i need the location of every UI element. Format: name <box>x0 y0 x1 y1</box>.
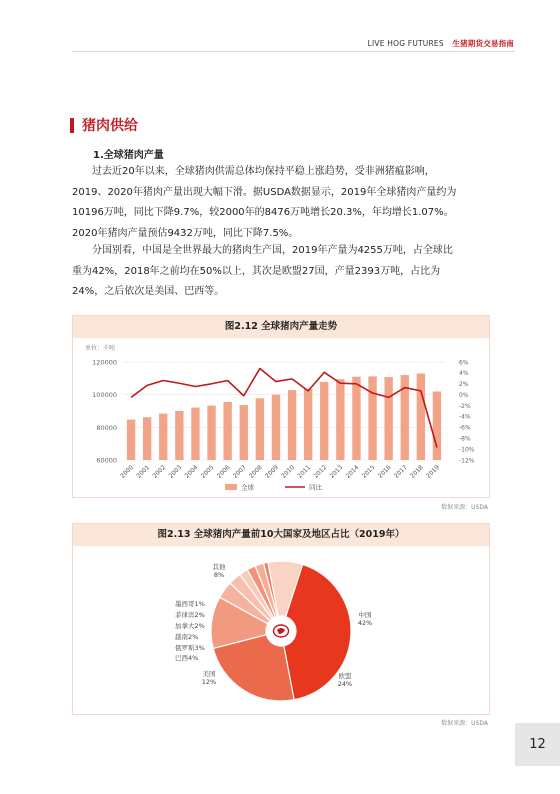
bar-2012 <box>320 382 328 460</box>
figure-source: 数据来源：USDA <box>441 720 488 727</box>
slice-value: 8% <box>213 571 225 579</box>
x-tick-label: 2005 <box>199 464 216 480</box>
slice-label: 越南2% <box>175 633 199 641</box>
page-number: 12 <box>515 723 560 766</box>
paragraph-2 <box>72 241 492 303</box>
bar-2002 <box>159 414 167 460</box>
x-tick-label: 2014 <box>344 464 361 480</box>
y-left-tick-label: 100000 <box>92 391 117 400</box>
x-tick-label: 2003 <box>167 464 184 480</box>
bar-2005 <box>207 406 215 460</box>
y-right-tick-label: 6% <box>459 359 469 367</box>
y-right-tick-label: -4% <box>459 413 471 421</box>
x-tick-label: 2001 <box>135 464 152 480</box>
slice-label: 巴西4% <box>175 654 199 662</box>
section-heading <box>70 117 138 133</box>
x-tick-label: 2000 <box>119 464 136 480</box>
bar-2011 <box>304 389 312 460</box>
bar-2016 <box>384 377 392 460</box>
header-en: LIVE HOG FUTURES <box>367 39 444 48</box>
x-tick-label: 2015 <box>360 464 377 480</box>
x-tick-label: 2008 <box>248 464 264 480</box>
bar-2004 <box>191 408 199 460</box>
paragraph-1 <box>72 162 492 244</box>
header-cn: 生猪期货交易指南 <box>452 39 514 48</box>
x-tick-label: 2007 <box>231 464 248 480</box>
bar-2000 <box>127 420 135 460</box>
running-header <box>368 38 514 49</box>
paragraph-line: 10196万吨，同比下降9.7%，较2000年的8476万吨增长20.3%，年均增长1.07%。 <box>72 207 454 218</box>
subsection-title: 1.全球猪肉产量 <box>93 150 164 161</box>
x-tick-label: 2006 <box>215 464 232 480</box>
paragraph-line: 2019、2020年猪肉产量出现大幅下滑。据USDA数据显示，2019年全球猪肉产量约为 <box>72 186 457 198</box>
header-divider <box>72 51 515 52</box>
legend-label-bar: 全球 <box>241 483 254 492</box>
figure-country-share <box>72 523 490 715</box>
slice-label: 菲律宾2% <box>175 611 205 619</box>
figure-source: 数据来源：USDA <box>441 504 488 511</box>
paragraph-line: 分国别看，中国是全世界最大的猪肉生产国，2019年产量为4255万吨，占全球比 <box>92 245 453 256</box>
bar-2007 <box>240 405 248 460</box>
y-right-tick-label: -10% <box>459 446 475 454</box>
section-title: 猪肉供给 <box>82 118 138 134</box>
figure-title: 图2.12 全球猪肉产量走势 <box>73 316 489 338</box>
paragraph-line: 重为42%，2018年之前均在50%以上，其次是欧盟27国，产量2393万吨，占比为 <box>72 265 441 277</box>
x-tick-label: 2002 <box>151 464 168 480</box>
bar-2018 <box>417 373 425 460</box>
slice-label: 墨西哥1% <box>175 600 205 608</box>
slice-label: 加拿大2% <box>175 622 205 630</box>
bar-2003 <box>175 411 183 460</box>
x-tick-label: 2012 <box>312 464 329 480</box>
bar-2015 <box>368 376 376 460</box>
slice-label: 俄罗斯3% <box>175 644 205 652</box>
paragraph-line: 过去近20年以来，全球猪肉供需总体均保持平稳上涨趋势，受非洲猪瘟影响， <box>92 166 435 177</box>
bar-2014 <box>352 377 360 460</box>
x-tick-label: 2016 <box>376 464 393 480</box>
slice-value: 24% <box>337 680 353 688</box>
legend-label-line: 同比 <box>309 483 322 492</box>
y-left-tick-label: 120000 <box>92 358 117 367</box>
x-tick-label: 2013 <box>328 464 345 480</box>
y-right-tick-label: -8% <box>459 435 471 443</box>
paragraph-line: 2020年猪肉产量预估9432万吨，同比下降7.5%。 <box>72 227 299 239</box>
y-right-tick-label: 0% <box>459 391 469 399</box>
bar-2008 <box>256 398 264 460</box>
share-donut-chart <box>73 546 489 713</box>
trend-chart <box>73 338 489 496</box>
slice-value: 12% <box>201 678 217 686</box>
bar-2019 <box>433 391 441 460</box>
x-tick-label: 2017 <box>392 464 409 480</box>
unit-label: 单位：千吨 <box>85 345 116 352</box>
bar-2009 <box>272 395 280 460</box>
slice-label: 中国 <box>358 611 372 619</box>
x-tick-label: 2004 <box>183 464 200 480</box>
y-left-tick-label: 60000 <box>96 456 117 465</box>
paragraph-line: 24%，之后依次是美国、巴西等。 <box>72 286 225 297</box>
x-tick-label: 2009 <box>264 464 280 480</box>
y-right-tick-label: -12% <box>459 457 475 465</box>
slice-value: 42% <box>357 619 373 627</box>
slice-label: 欧盟 <box>338 672 352 680</box>
x-tick-label: 2011 <box>296 464 313 480</box>
figure-title: 图2.13 全球猪肉产量前10大国家及地区占比（2019年） <box>73 524 489 546</box>
y-right-tick-label: 2% <box>459 381 469 389</box>
x-tick-label: 2019 <box>425 464 441 480</box>
x-tick-label: 2018 <box>409 464 425 480</box>
pork-cut-icon <box>270 620 292 642</box>
bar-2001 <box>143 417 151 460</box>
section-marker <box>70 118 74 133</box>
figure-production-trend <box>72 315 490 498</box>
y-right-tick-label: 4% <box>459 370 469 378</box>
x-tick-label: 2010 <box>280 464 297 480</box>
bar-2013 <box>336 379 344 460</box>
slice-label: 其他 <box>212 563 226 571</box>
bar-2010 <box>288 390 296 460</box>
y-left-tick-label: 80000 <box>96 423 117 432</box>
slice-label: 美国 <box>202 670 216 678</box>
bar-2006 <box>223 402 231 460</box>
legend-swatch-bar <box>225 484 237 490</box>
y-right-tick-label: -6% <box>459 424 471 432</box>
y-right-tick-label: -2% <box>459 402 471 410</box>
